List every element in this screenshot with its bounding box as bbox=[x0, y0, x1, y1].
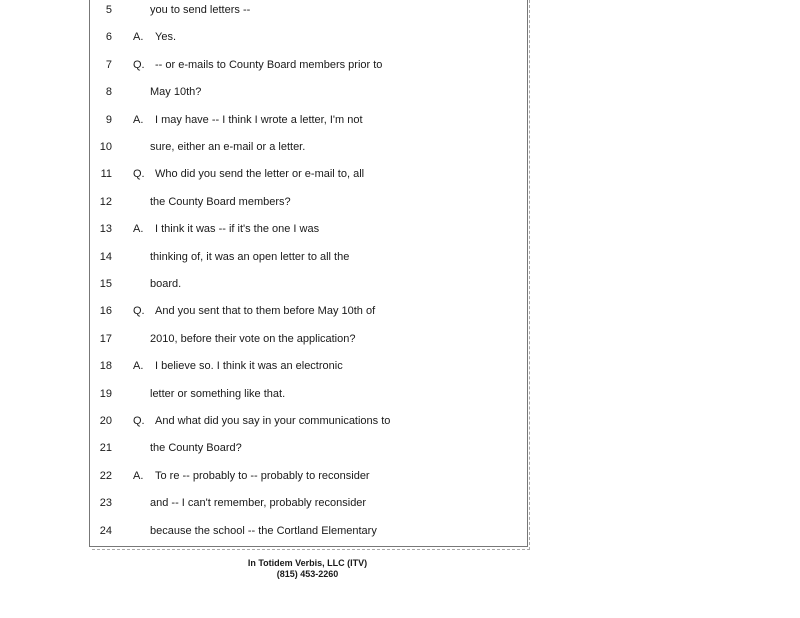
line-text: 2010, before their vote on the application? bbox=[150, 332, 356, 345]
line-number: 12 bbox=[99, 195, 112, 208]
line-text: thinking of, it was an open letter to all the bbox=[150, 250, 350, 263]
line-text: And you sent that to them before May 10th of bbox=[155, 305, 376, 318]
line-number: 20 bbox=[99, 415, 112, 427]
line-text: May 10th? bbox=[150, 86, 202, 99]
line-text: letter or something like that. bbox=[150, 387, 286, 400]
speaker-label: Q. bbox=[133, 415, 145, 427]
speaker-label: A. bbox=[133, 360, 144, 373]
line-text: To re -- probably to -- probably to reconsider bbox=[155, 469, 370, 482]
line-text: Who did you send the letter or e-mail to, all bbox=[155, 168, 365, 181]
speaker-label: A. bbox=[133, 113, 144, 126]
transcript-page bbox=[89, 0, 528, 547]
transcript-line bbox=[90, 86, 527, 106]
line-number: 19 bbox=[99, 387, 112, 400]
transcript-line bbox=[90, 305, 527, 325]
transcript-line bbox=[90, 278, 527, 298]
line-number: 13 bbox=[99, 223, 112, 236]
line-text: Yes. bbox=[155, 31, 177, 44]
line-number: 6 bbox=[105, 31, 112, 44]
transcript-line bbox=[90, 470, 527, 490]
line-number: 5 bbox=[105, 4, 112, 16]
speaker-label: Q. bbox=[133, 58, 145, 71]
transcript-line bbox=[90, 196, 527, 216]
line-text: the County Board members? bbox=[150, 195, 291, 208]
transcript-line bbox=[90, 333, 527, 353]
line-number: 7 bbox=[105, 58, 112, 71]
line-text: I may have -- I think I wrote a letter, I'm not bbox=[155, 113, 363, 126]
line-number: 22 bbox=[99, 469, 112, 482]
line-number: 16 bbox=[99, 305, 112, 318]
transcript-line bbox=[90, 415, 527, 435]
line-text: you to send letters -- bbox=[150, 4, 251, 16]
line-number: 18 bbox=[99, 360, 112, 373]
line-text: and -- I can't remember, probably reconsider bbox=[150, 497, 367, 510]
speaker-label: Q. bbox=[133, 305, 145, 318]
line-number: 21 bbox=[99, 442, 112, 455]
line-text: I believe so. I think it was an electronic bbox=[155, 360, 343, 373]
speaker-label: A. bbox=[133, 469, 144, 482]
line-number: 24 bbox=[99, 524, 112, 537]
line-number: 15 bbox=[99, 278, 112, 290]
line-text: board. bbox=[150, 278, 182, 290]
transcript-line bbox=[90, 31, 527, 51]
line-text: sure, either an e-mail or a letter. bbox=[150, 141, 306, 153]
line-number: 14 bbox=[99, 250, 112, 263]
transcript-line bbox=[90, 525, 527, 545]
transcript-line bbox=[90, 223, 527, 243]
line-number: 10 bbox=[99, 141, 112, 153]
transcript-line bbox=[90, 168, 527, 188]
footer-company: In Totidem Verbis, LLC (ITV) bbox=[247, 558, 368, 568]
speaker-label: A. bbox=[133, 223, 144, 236]
transcript-line bbox=[90, 141, 527, 161]
speaker-label: A. bbox=[133, 31, 144, 44]
transcript-line bbox=[90, 442, 527, 462]
line-number: 11 bbox=[100, 168, 112, 181]
line-text: -- or e-mails to County Board members prior to bbox=[155, 58, 383, 71]
transcript-line bbox=[90, 59, 527, 79]
line-text: because the school -- the Cortland Elementary bbox=[150, 524, 377, 537]
line-text: the County Board? bbox=[150, 442, 242, 455]
line-number: 9 bbox=[105, 113, 112, 126]
line-number: 23 bbox=[99, 497, 112, 510]
transcript-line bbox=[90, 497, 527, 517]
speaker-label: Q. bbox=[133, 168, 145, 181]
footer-phone: (815) 453-2260 bbox=[276, 569, 339, 579]
transcript-line bbox=[90, 360, 527, 380]
transcript-line bbox=[90, 4, 527, 24]
transcript-line bbox=[90, 251, 527, 271]
transcript-line bbox=[90, 388, 527, 408]
line-text: I think it was -- if it's the one I was bbox=[155, 223, 320, 236]
transcript-line bbox=[90, 114, 527, 134]
line-text: And what did you say in your communications to bbox=[155, 415, 391, 427]
line-number: 17 bbox=[99, 332, 112, 345]
line-number: 8 bbox=[105, 86, 112, 99]
